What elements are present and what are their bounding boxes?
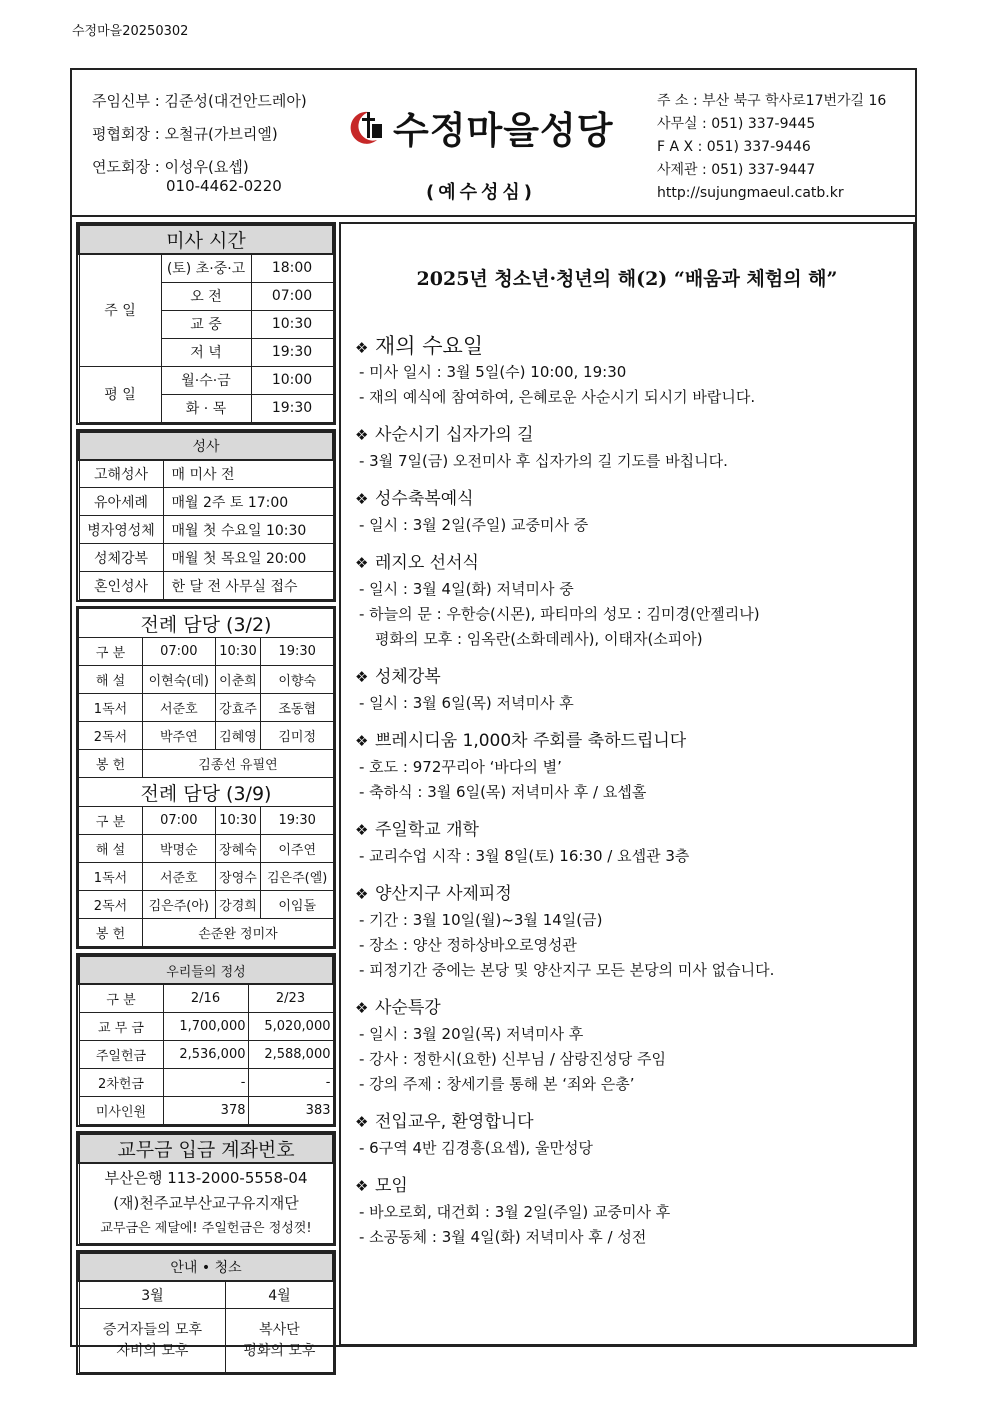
guide-month: 3월: [79, 1281, 226, 1309]
mass-time: 07:00: [251, 282, 333, 310]
announcement-title: 성수축복예식: [375, 489, 474, 509]
announcement-title: 주일학교 개학: [375, 820, 479, 840]
mass-time: 19:30: [251, 394, 333, 422]
liturgy-offer: 김종선 유필연: [143, 750, 334, 778]
announcement-heading: [355, 1172, 907, 1200]
pastor-line: 주임신부 : 김준성(대건안드레아): [92, 92, 307, 110]
church-logo: [347, 100, 667, 150]
announcement-heading: [355, 663, 907, 691]
liturgy-head: 10:30: [215, 638, 261, 666]
staff-info: [92, 92, 307, 196]
liturgy-cell: 1독서: [79, 863, 143, 891]
liturgy-title-0309: 전례 담당 (3/9): [79, 778, 334, 807]
announcement-line: - 미사 일시 : 3월 5일(수) 10:00, 19:30: [359, 363, 627, 381]
announcement-title: 사순시기 십자가의 길: [375, 425, 534, 445]
sacrament-value: 매월 첫 수요일 10:30: [163, 516, 333, 544]
announcement-heading: [355, 727, 907, 755]
announcement-section: [355, 880, 907, 983]
announcement-section: [355, 549, 907, 652]
offering-block: [76, 953, 336, 1127]
mass-times-title: 미사 시간: [79, 225, 333, 254]
announcement-section: [355, 1172, 907, 1250]
guide-group: 증거자들의 모후: [102, 1321, 202, 1338]
church-name: 수정마을성당: [393, 109, 614, 152]
announcement-title: 양산지구 사제피정: [375, 884, 512, 904]
announcement-section: [355, 1108, 907, 1161]
prayer-phone: 010-4462-0220: [166, 177, 282, 195]
liturgy-offer: 손준완 정미자: [143, 919, 334, 947]
sacraments-block: [76, 429, 336, 603]
offering-amount: 378: [163, 1096, 248, 1124]
sacraments-title: 성사: [79, 432, 333, 460]
announcement-line: - 3월 7일(금) 오전미사 후 십자가의 길 기도를 바칩니다.: [359, 452, 728, 470]
announcement-title: 성체강복: [375, 667, 441, 687]
account-holder: (재)천주교부산교구유지재단: [113, 1193, 299, 1212]
mass-time: 18:00: [251, 254, 333, 282]
mass-time: 10:00: [251, 366, 333, 394]
website-link[interactable]: http://sujungmaeul.catb.kr: [657, 185, 844, 201]
liturgy-cell: 강효주: [215, 694, 261, 722]
offering-label: 2차헌금: [79, 1068, 163, 1096]
office-line: 사무실 : 051) 337-9445: [657, 116, 816, 132]
sacrament-label: 유아세례: [79, 488, 163, 516]
church-motto: (예수성심): [426, 182, 537, 203]
mass-name: 교 중: [161, 310, 251, 338]
announcement-line: - 일시 : 3월 6일(목) 저녁미사 후: [359, 694, 574, 712]
diamond-bullet-icon: ❖: [355, 885, 369, 903]
announcement-line: - 피정기간 중에는 본당 및 양산지구 모든 본당의 미사 없습니다.: [359, 961, 775, 979]
diamond-bullet-icon: ❖: [355, 668, 369, 686]
announcement-line: 평화의 모후 : 임옥란(소화데레사), 이태자(소피아): [375, 630, 703, 648]
bank-account: 부산은행 113-2000-5558-04: [104, 1168, 308, 1187]
offering-amount: 383: [248, 1096, 333, 1124]
sacrament-value: 매 미사 전: [163, 460, 333, 488]
bulletin-header: [72, 70, 915, 217]
diamond-bullet-icon: ❖: [355, 999, 369, 1017]
offering-amount: 2,588,000: [248, 1040, 333, 1068]
announcement-title: 사순특강: [375, 998, 441, 1018]
liturgy-cell: 해 설: [79, 666, 143, 694]
liturgy-cell: 김혜영: [215, 722, 261, 750]
mass-name: 화 · 목: [161, 394, 251, 422]
liturgy-cell: 이임돌: [261, 891, 334, 919]
liturgy-head: 07:00: [143, 638, 216, 666]
left-column: [76, 222, 336, 1379]
liturgy-head: 구 분: [79, 638, 143, 666]
liturgy-cell: 이향숙: [261, 666, 334, 694]
mass-name: (토) 초·중·고: [161, 254, 251, 282]
announcement-heading: [355, 1108, 907, 1136]
liturgy-cell: 1독서: [79, 694, 143, 722]
offering-label: 교 무 금: [79, 1012, 163, 1040]
announcement-heading: [355, 994, 907, 1022]
offering-table: [78, 955, 334, 1125]
liturgy-cell: 조동협: [261, 694, 334, 722]
mass-name: 오 전: [161, 282, 251, 310]
announcement-line: - 강사 : 정한시(요한) 신부님 / 삼랑진성당 주임: [359, 1050, 666, 1068]
announcement-title: 쁘레시디움 1,000차 주회를 축하드립니다: [375, 731, 687, 751]
announcement-heading: [355, 485, 907, 513]
announcement-section: [355, 816, 907, 869]
offering-head: 구 분: [79, 984, 163, 1012]
liturgy-cell: 이춘희: [215, 666, 261, 694]
announcement-heading: [355, 880, 907, 908]
liturgy-cell: 2독서: [79, 722, 143, 750]
announcement-line: - 교리수업 시작 : 3월 8일(토) 16:30 / 요셉관 3층: [359, 847, 690, 865]
fax-line: F A X : 051) 337-9446: [657, 139, 811, 155]
announcement-section: [355, 421, 907, 474]
sacrament-label: 고해성사: [79, 460, 163, 488]
liturgy-table-0302: [78, 608, 334, 947]
liturgy-cell: 2독서: [79, 891, 143, 919]
sacrament-value: 매월 2주 토 17:00: [163, 488, 333, 516]
announcement-title: 전입교우, 환영합니다: [375, 1112, 534, 1132]
liturgy-cell: 서준호: [143, 694, 216, 722]
account-info: [79, 1163, 333, 1244]
announcement-line: - 일시 : 3월 20일(목) 저녁미사 후: [359, 1025, 584, 1043]
announcement-line: - 하늘의 문 : 우한승(시몬), 파티마의 성모 : 김미경(안젤리나): [359, 605, 760, 623]
announcement-line: - 장소 : 양산 정하상바오로영성관: [359, 936, 577, 954]
liturgy-cell: 장영수: [215, 863, 261, 891]
liturgy-cell: 김은주(아): [143, 891, 216, 919]
offering-amount: 5,020,000: [248, 1012, 333, 1040]
liturgy-cell: 해 설: [79, 835, 143, 863]
liturgy-cell: 이주연: [261, 835, 334, 863]
liturgy-cell: 강경희: [215, 891, 261, 919]
mass-time: 10:30: [251, 310, 333, 338]
sacrament-label: 혼인성사: [79, 572, 163, 600]
guide-april: [226, 1309, 333, 1373]
announcement-list: [355, 332, 907, 1261]
announcement-line: - 일시 : 3월 4일(화) 저녁미사 중: [359, 580, 574, 598]
liturgy-cell: 박명순: [143, 835, 216, 863]
announcement-section: [355, 332, 907, 410]
liturgy-title-0302: 전례 담당 (3/2): [79, 609, 334, 638]
council-line: 평협회장 : 오철규(가브리엘): [92, 125, 278, 143]
guide-block: [76, 1250, 336, 1376]
church-emblem-icon: [347, 106, 387, 146]
sacrament-value: 매월 첫 목요일 20:00: [163, 544, 333, 572]
account-note: 교무금은 제달에! 주일헌금은 정성껏!: [100, 1220, 312, 1236]
announcement-section: [355, 485, 907, 538]
contact-info: [657, 90, 886, 205]
guide-month: 4월: [226, 1281, 333, 1309]
weekday-label: 평 일: [79, 366, 161, 422]
announcement-line: - 축하식 : 3월 6일(목) 저녁미사 후 / 요셉홀: [359, 783, 647, 801]
mass-name: 월·수·금: [161, 366, 251, 394]
sacrament-label: 성체강복: [79, 544, 163, 572]
announcement-section: [355, 727, 907, 805]
announcements-panel: [339, 222, 915, 1346]
offering-head: 2/23: [248, 984, 333, 1012]
liturgy-cell: 김미정: [261, 722, 334, 750]
announcement-line: - 일시 : 3월 2일(주일) 교중미사 중: [359, 516, 589, 534]
liturgy-head: 19:30: [261, 638, 334, 666]
liturgy-head: 10:30: [215, 807, 261, 835]
mass-name: 저 녁: [161, 338, 251, 366]
sacraments-table: [78, 431, 334, 601]
announcement-line: - 소공동체 : 3월 4일(화) 저녁미사 후 / 성전: [359, 1228, 647, 1246]
guide-table: [78, 1252, 334, 1374]
offering-label: 미사인원: [79, 1096, 163, 1124]
diamond-bullet-icon: ❖: [355, 490, 369, 508]
guide-group: 자비의 모후: [116, 1342, 189, 1359]
liturgy-cell: 장혜숙: [215, 835, 261, 863]
announcement-title: 레지오 선서식: [375, 553, 479, 573]
sacrament-value: 한 달 전 사무실 접수: [163, 572, 333, 600]
diamond-bullet-icon: ❖: [355, 554, 369, 572]
diamond-bullet-icon: ❖: [355, 339, 369, 357]
offering-amount: 2,536,000: [163, 1040, 248, 1068]
announcement-line: - 6구역 4반 김경흥(요셉), 울만성당: [359, 1139, 593, 1157]
announcement-section: [355, 663, 907, 716]
liturgy-cell: 박주연: [143, 722, 216, 750]
offering-title: 우리들의 정성: [79, 956, 333, 984]
liturgy-head: 19:30: [261, 807, 334, 835]
announcements-title: 2025년 청소년·청년의 해(2) “배움과 체험의 해”: [416, 268, 838, 290]
announcement-heading: [355, 421, 907, 449]
announcement-heading: [355, 549, 907, 577]
mass-times-block: [76, 222, 336, 425]
diamond-bullet-icon: ❖: [355, 426, 369, 444]
diamond-bullet-icon: ❖: [355, 732, 369, 750]
offering-amount: -: [163, 1068, 248, 1096]
guide-title: 안내 • 청소: [79, 1253, 333, 1281]
offering-head: 2/16: [163, 984, 248, 1012]
account-table: [78, 1133, 334, 1244]
sacrament-label: 병자영성체: [79, 516, 163, 544]
diamond-bullet-icon: ❖: [355, 821, 369, 839]
offering-amount: 1,700,000: [163, 1012, 248, 1040]
address-line: 주 소 : 부산 북구 학사로17번가길 16: [657, 93, 887, 109]
liturgy-block: [76, 606, 336, 949]
account-title: 교무금 입금 계좌번호: [79, 1134, 333, 1163]
guide-group: 평화의 모후: [243, 1342, 316, 1359]
liturgy-head: 구 분: [79, 807, 143, 835]
announcement-title: 모임: [375, 1176, 408, 1196]
mass-times-table: [78, 224, 334, 423]
announcement-section: [355, 994, 907, 1097]
prayer-line: 연도회장 : 이성우(요셉): [92, 158, 249, 176]
mass-time: 19:30: [251, 338, 333, 366]
liturgy-cell: 김은주(엘): [261, 863, 334, 891]
liturgy-cell: 봉 헌: [79, 919, 143, 947]
announcement-line: - 강의 주제 : 창세기를 통해 본 ‘죄와 은총’: [359, 1075, 635, 1093]
diamond-bullet-icon: ❖: [355, 1177, 369, 1195]
liturgy-cell: 봉 헌: [79, 750, 143, 778]
offering-amount: -: [248, 1068, 333, 1096]
document-code: 수정마을20250302: [72, 24, 189, 39]
guide-group: 복사단: [259, 1321, 300, 1338]
announcement-title: 재의 수요일: [375, 334, 484, 358]
account-block: [76, 1131, 336, 1246]
announcement-line: - 바오로회, 대건회 : 3월 2일(주일) 교중미사 후: [359, 1203, 671, 1221]
announcement-heading: [355, 332, 907, 360]
offering-label: 주일헌금: [79, 1040, 163, 1068]
liturgy-cell: 서준호: [143, 863, 216, 891]
diamond-bullet-icon: ❖: [355, 1113, 369, 1131]
announcement-heading: [355, 816, 907, 844]
sunday-label: 주 일: [79, 254, 161, 366]
announcement-line: - 기간 : 3월 10일(월)~3월 14일(금): [359, 911, 603, 929]
bulletin-frame: [70, 68, 917, 1359]
rectory-line: 사제관 : 051) 337-9447: [657, 162, 816, 178]
liturgy-cell: 이현숙(데): [143, 666, 216, 694]
liturgy-head: 07:00: [143, 807, 216, 835]
announcement-line: - 재의 예식에 참여하여, 은혜로운 사순시기 되시기 바랍니다.: [359, 388, 756, 406]
announcement-line: - 호도 : 972꾸리아 ‘바다의 별’: [359, 758, 562, 776]
guide-march: [79, 1309, 226, 1373]
